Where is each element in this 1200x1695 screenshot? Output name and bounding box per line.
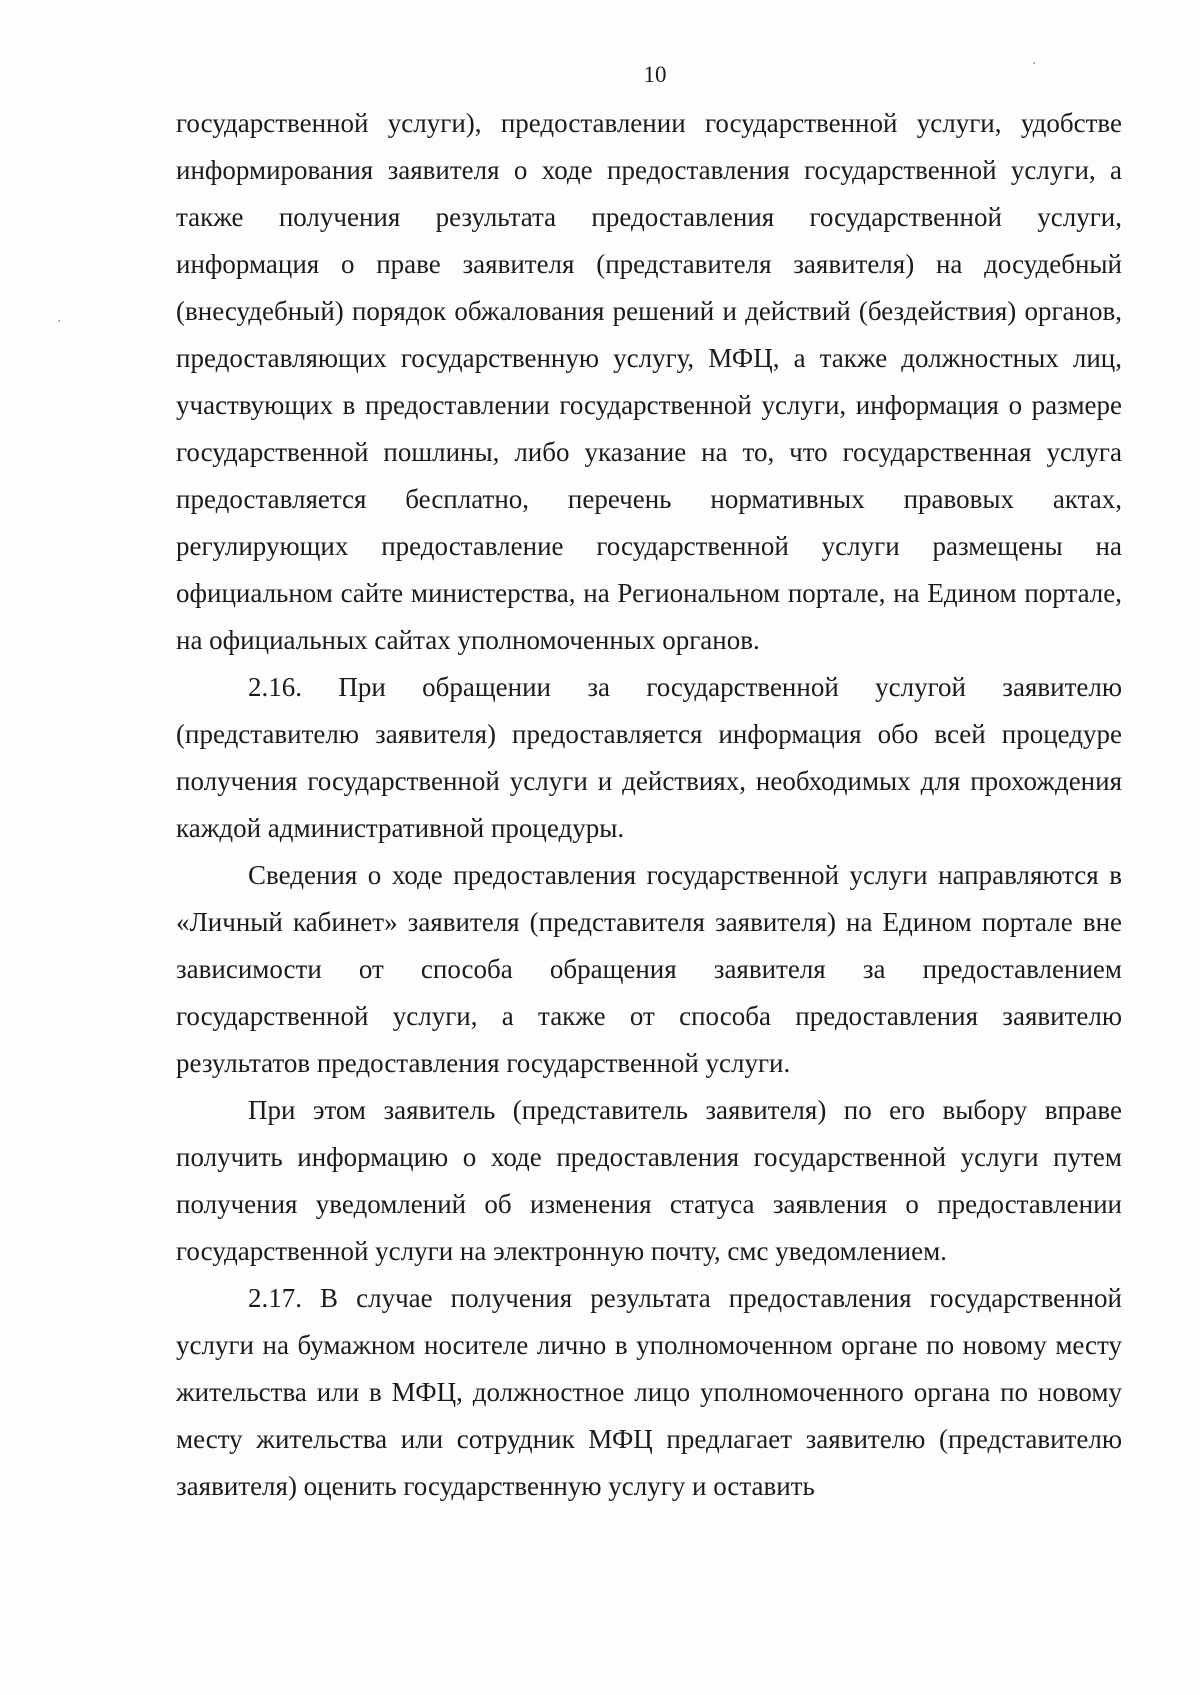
paragraph-2-16: 2.16. При обращении за государственной услугой заявителю (представителю заявителя) предоставляется информация обо всей процедуре получения государственной услуги и действиях, необходимых для прохождения каждой административной процедуры. bbox=[176, 672, 1122, 843]
body-text bbox=[176, 100, 1122, 1510]
scan-speck bbox=[58, 320, 60, 322]
paragraph-notifications: При этом заявитель (представитель заявителя) по его выбору вправе получить информацию о ходе предоставления государственной услуги путем получения уведомлений об изменения статуса заявления о предоставлении государственной услуги на электронную почту, смс уведомлением. bbox=[176, 1095, 1122, 1266]
paragraph-status-info: Сведения о ходе предоставления государственной услуги направляются в «Личный кабинет» заявителя (представителя заявителя) на Едином портале вне зависимости от способа обращения заявителя за предоставлением государственной услуги, а также от способа предоставления заявителю результатов предоставления государственной услуги. bbox=[176, 860, 1122, 1078]
paragraph-continuation: государственной услуги), предоставлении государственной услуги, удобстве информирования заявителя о ходе предоставления государственной услуги, а также получения результата предоставления государственной услуги, информация о праве заявителя (представителя заявителя) на досудебный (внесудебный) порядок обжалования решений и действий (бездействия) органов, предоставляющих государственную услугу, МФЦ, а также должностных лиц, участвующих в предоставлении государственной услуги, информация о размере государственной пошлины, либо указание на то, что государственная услуга предоставляется бесплатно, перечень нормативных правовых актах, регулирующих предоставление государственной услуги размещены на официальном сайте министерства, на Региональном портале, на Едином портале, на официальных сайтах уполномоченных органов. bbox=[176, 108, 1122, 655]
page-number: 10 bbox=[643, 62, 667, 87]
paragraph-2-17: 2.17. В случае получения результата предоставления государственной услуги на бумажном носителе лично в уполномоченном органе по новому месту жительства или в МФЦ, должностное лицо уполномоченного органа по новому месту жительства или сотрудник МФЦ предлагает заявителю (представителю заявителя) оценить государственную услугу и оставить bbox=[176, 1283, 1122, 1501]
